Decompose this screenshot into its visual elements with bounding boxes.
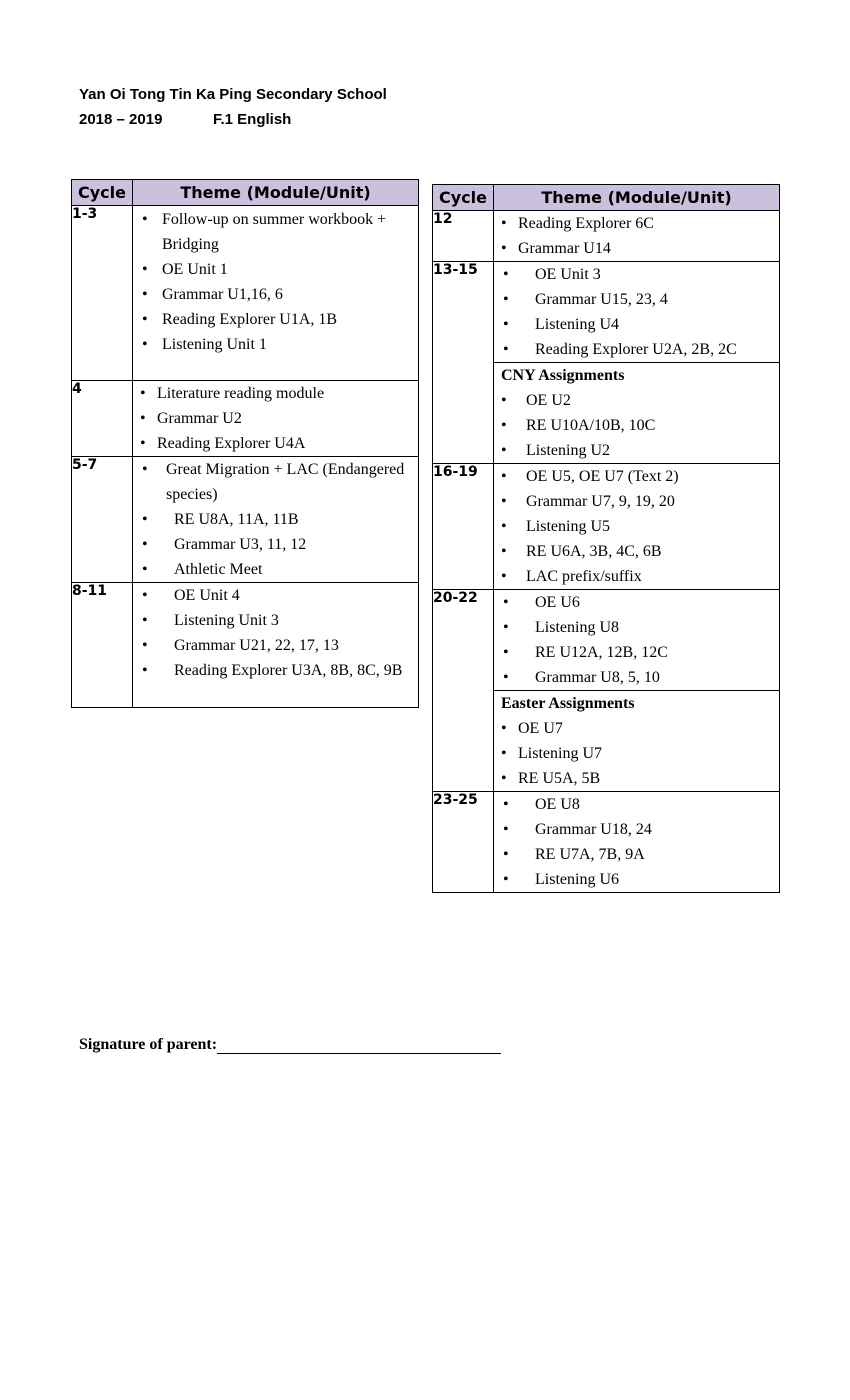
- list-item: • Reading Explorer U2A, 2B, 2C: [494, 337, 779, 362]
- list-item: • Grammar U14: [494, 236, 779, 261]
- theme-list: [494, 792, 779, 892]
- theme-list: [494, 590, 779, 690]
- list-item: [133, 457, 418, 507]
- cycle-cell: 12: [433, 211, 494, 262]
- list-item: • OE U8: [494, 792, 779, 817]
- school-name: Yan Oi Tong Tin Ka Ping Secondary School: [79, 86, 387, 103]
- theme-cell: [133, 206, 419, 381]
- cycle-cell: 1-3: [72, 206, 133, 381]
- list-item: • OE Unit 1: [133, 257, 418, 282]
- table-row: [433, 590, 780, 691]
- list-item: • OE U5, OE U7 (Text 2): [494, 464, 779, 489]
- theme-cell: [133, 583, 419, 708]
- theme-header: Theme (Module/Unit): [494, 185, 780, 211]
- list-item: • Listening U7: [494, 741, 779, 766]
- list-item: • Listening U6: [494, 867, 779, 892]
- list-item: • Grammar U7, 9, 19, 20: [494, 489, 779, 514]
- theme-cell: [494, 792, 780, 893]
- list-item: • OE Unit 3: [494, 262, 779, 287]
- table-row: [72, 206, 419, 381]
- list-item: • Listening U8: [494, 615, 779, 640]
- table-row: [433, 464, 780, 590]
- theme-cell: [494, 262, 780, 363]
- list-item: • RE U10A/10B, 10C: [494, 413, 779, 438]
- list-item: • Literature reading module: [133, 381, 418, 406]
- list-item: • Listening U2: [494, 438, 779, 463]
- list-item: • Grammar U1,16, 6: [133, 282, 418, 307]
- parent-signature: [79, 1036, 501, 1054]
- list-item: • RE U7A, 7B, 9A: [494, 842, 779, 867]
- list-item: • Listening Unit 3: [133, 608, 418, 633]
- list-item: • RE U6A, 3B, 4C, 6B: [494, 539, 779, 564]
- theme-list: [494, 716, 779, 791]
- list-item: • OE U2: [494, 388, 779, 413]
- list-item: • Athletic Meet: [133, 557, 418, 582]
- theme-list: [133, 457, 418, 582]
- easter-assignments-title: Easter Assignments: [501, 695, 635, 712]
- cycle-cell: 16-19: [433, 464, 494, 590]
- theme-list: [133, 381, 418, 456]
- list-item: • Grammar U8, 5, 10: [494, 665, 779, 690]
- list-item: • RE U8A, 11A, 11B: [133, 507, 418, 532]
- cycle-cell: 23-25: [433, 792, 494, 893]
- table-row: [433, 262, 780, 363]
- list-item-text: Great Migration + LAC (Endangered species): [166, 461, 405, 503]
- list-item: • Listening Unit 1: [133, 332, 418, 357]
- list-item: • OE U6: [494, 590, 779, 615]
- list-item: • OE U7: [494, 716, 779, 741]
- theme-list: [133, 207, 418, 357]
- list-item: • Reading Explorer U3A, 8B, 8C, 9B: [133, 658, 418, 683]
- theme-cell: [494, 590, 780, 691]
- list-item: • Listening U5: [494, 514, 779, 539]
- list-item: • LAC prefix/suffix: [494, 564, 779, 589]
- list-item: • Reading Explorer U1A, 1B: [133, 307, 418, 332]
- course-name: F.1 English: [213, 111, 292, 128]
- assignment-cell: [494, 363, 780, 464]
- schedule-table-right: [432, 184, 780, 893]
- school-year: 2018 – 2019: [79, 111, 163, 128]
- theme-cell: [494, 211, 780, 262]
- table-row: [72, 457, 419, 583]
- cycle-cell: 5-7: [72, 457, 133, 583]
- theme-header: Theme (Module/Unit): [133, 180, 419, 206]
- theme-list: [494, 464, 779, 589]
- signature-label: Signature of parent:: [79, 1036, 218, 1053]
- table-row: [433, 211, 780, 262]
- list-item: • Listening U4: [494, 312, 779, 337]
- list-item: • Reading Explorer U4A: [133, 431, 418, 456]
- assignment-cell: [494, 691, 780, 792]
- document-header: [79, 82, 387, 132]
- schedule-table-left: [71, 179, 419, 708]
- header-row: [72, 180, 419, 206]
- year-course-line: [79, 107, 387, 132]
- list-item: • OE Unit 4: [133, 583, 418, 608]
- table-row: [72, 583, 419, 708]
- signature-line[interactable]: [217, 1036, 501, 1054]
- theme-cell: [494, 464, 780, 590]
- list-item: • RE U5A, 5B: [494, 766, 779, 791]
- list-item: • RE U12A, 12B, 12C: [494, 640, 779, 665]
- theme-list: [494, 388, 779, 463]
- list-item: • Grammar U15, 23, 4: [494, 287, 779, 312]
- list-item: • Grammar U2: [133, 406, 418, 431]
- list-item: • Reading Explorer 6C: [494, 211, 779, 236]
- theme-list: [133, 583, 418, 683]
- cycle-cell: 20-22: [433, 590, 494, 792]
- theme-list: [494, 211, 779, 261]
- cycle-header: Cycle: [72, 180, 133, 206]
- cycle-cell: 8-11: [72, 583, 133, 708]
- header-row: [433, 185, 780, 211]
- cny-assignments-title: CNY Assignments: [501, 367, 625, 384]
- cycle-cell: 4: [72, 381, 133, 457]
- list-item: • Grammar U18, 24: [494, 817, 779, 842]
- theme-cell: [133, 381, 419, 457]
- cycle-header: Cycle: [433, 185, 494, 211]
- list-item: • Grammar U3, 11, 12: [133, 532, 418, 557]
- table-row: [72, 381, 419, 457]
- theme-cell: [133, 457, 419, 583]
- cycle-cell: 13-15: [433, 262, 494, 464]
- table-row: [433, 792, 780, 893]
- list-item: • Follow-up on summer workbook + Bridging: [133, 207, 418, 257]
- list-item: • Grammar U21, 22, 17, 13: [133, 633, 418, 658]
- theme-list: [494, 262, 779, 362]
